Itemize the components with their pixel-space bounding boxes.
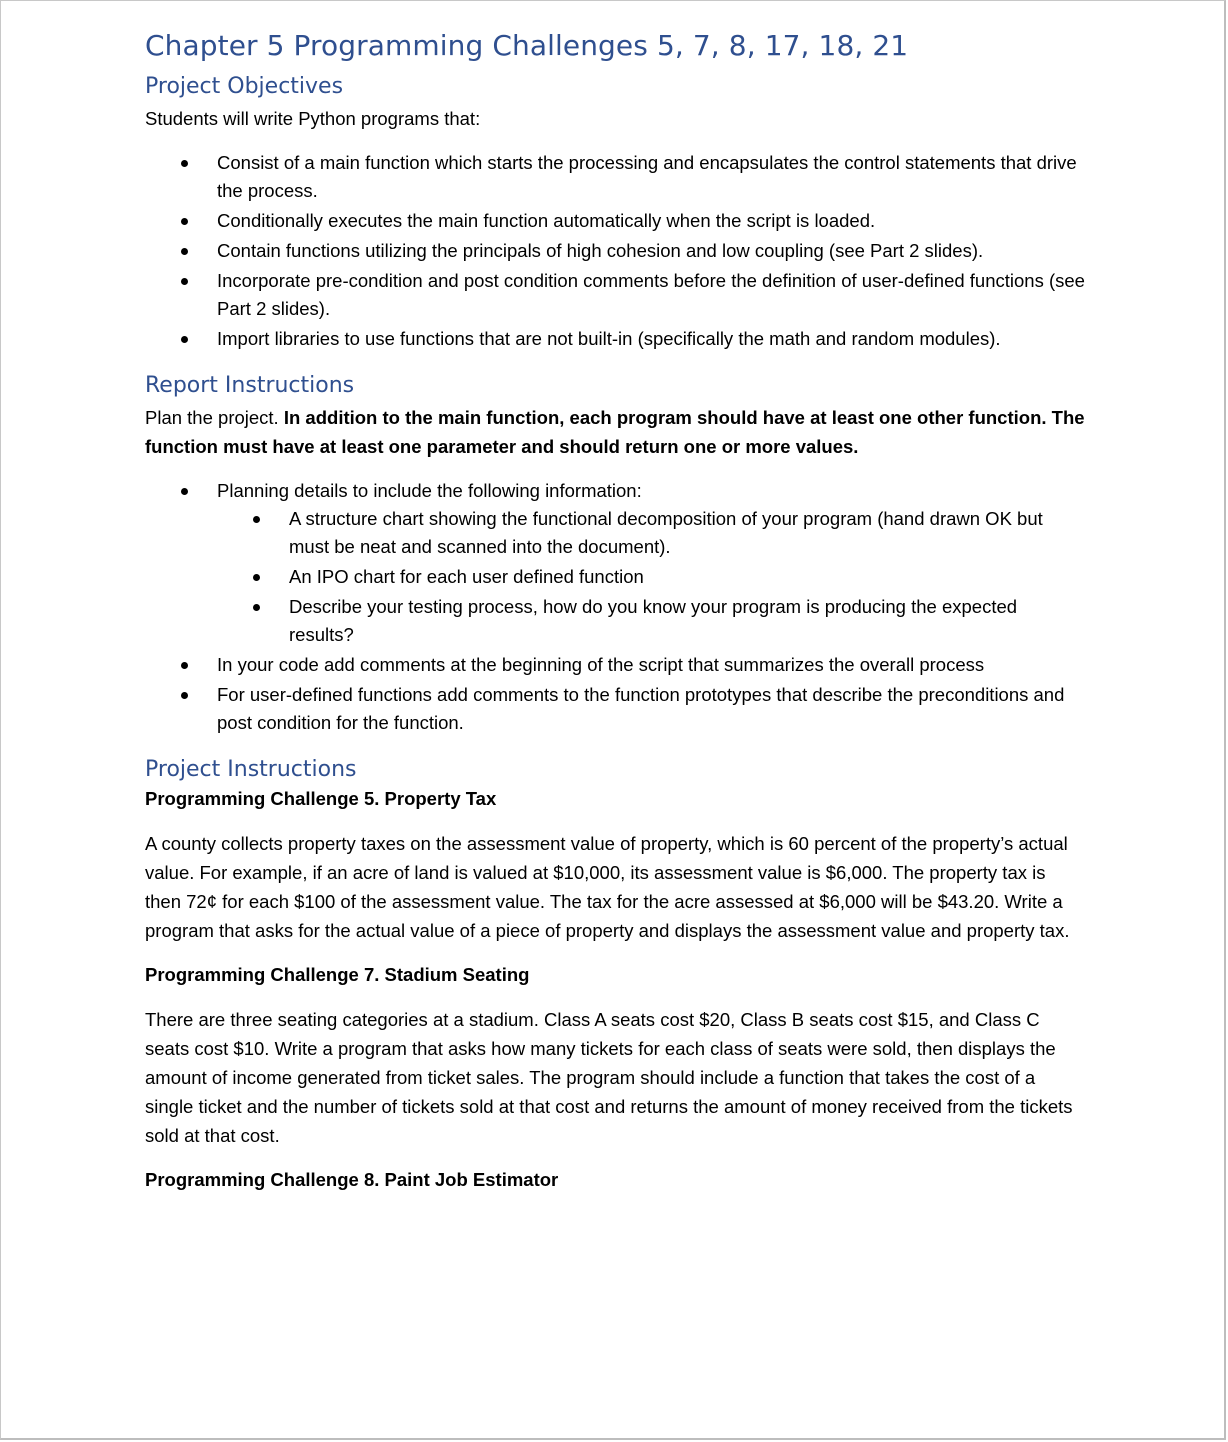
list-item: Planning details to include the following information: A structure chart showing the functional decomposition of your program (hand drawn OK but must be neat and scanned into the document). An IPO chart for each user defined function Describe your testing process, how do you know your program is producing the expected results?	[145, 477, 1085, 649]
report-heading: Report Instructions	[145, 373, 355, 398]
bullet-icon	[181, 488, 188, 495]
list-item: For user-defined functions add comments to the function prototypes that describe the preconditions and post condition for the function.	[145, 681, 1085, 737]
bullet-icon	[181, 692, 188, 699]
list-item: Import libraries to use functions that are not built-in (specifically the math and random modules).	[145, 325, 1085, 353]
report-intro: Plan the project. In addition to the main function, each program should have at least one other function. The function must have at least one parameter and should return one or more values.	[145, 407, 1085, 457]
bullet-icon	[181, 218, 188, 225]
bullet-icon	[181, 336, 188, 343]
document-body	[145, 26, 1085, 1194]
objectives-heading: Project Objectives	[145, 74, 344, 99]
bullet-icon	[253, 516, 260, 523]
list-item: Contain functions utilizing the principals of high cohesion and low coupling (see Part 2 slides).	[145, 237, 1085, 265]
list-item: An IPO chart for each user defined function	[145, 563, 1085, 591]
challenge-title: Programming Challenge 5. Property Tax	[145, 788, 497, 809]
document-title: Chapter 5 Programming Challenges 5, 7, 8, 17, 18, 21	[145, 29, 909, 62]
challenge-body: A county collects property taxes on the assessment value of property, which is 60 percent of the property’s actual value. For example, if an acre of land is valued at $10,000, its assessment value is $6,000. The property tax is then 72¢ for each $100 of the assessment value. The tax for the acre assessed at $6,000 will be $43.20. Write a program that asks for the actual value of a piece of property and displays the assessment value and property tax.	[145, 833, 1070, 941]
planning-sublist	[145, 505, 1085, 649]
bullet-icon	[253, 574, 260, 581]
bullet-icon	[253, 604, 260, 611]
objectives-list	[145, 149, 1085, 353]
challenge-body: There are three seating categories at a stadium. Class A seats cost $20, Class B seats cost $15, and Class C seats cost $10. Write a program that asks how many tickets for each class of seats were sold, then displays the amount of income generated from ticket sales. The program should include a function that takes the cost of a single ticket and the number of tickets sold at that cost and returns the amount of money received from the tickets sold at that cost.	[145, 1009, 1073, 1146]
list-item: In your code add comments at the beginning of the script that summarizes the overall process	[145, 651, 1085, 679]
bullet-icon	[181, 278, 188, 285]
bullet-icon	[181, 662, 188, 669]
list-item: A structure chart showing the functional decomposition of your program (hand drawn OK but must be neat and scanned into the document).	[145, 505, 1085, 561]
project-heading: Project Instructions	[145, 757, 357, 782]
list-item: Consist of a main function which starts the processing and encapsulates the control statements that drive the process.	[145, 149, 1085, 205]
report-list	[145, 477, 1085, 737]
challenge-title: Programming Challenge 8. Paint Job Estimator	[145, 1169, 559, 1190]
list-item: Incorporate pre-condition and post condition comments before the definition of user-defined functions (see Part 2 slides).	[145, 267, 1085, 323]
bullet-icon	[181, 160, 188, 167]
list-item: Describe your testing process, how do you know your program is producing the expected results?	[145, 593, 1085, 649]
challenge-title: Programming Challenge 7. Stadium Seating	[145, 964, 530, 985]
bullet-icon	[181, 248, 188, 255]
objectives-intro: Students will write Python programs that:	[145, 108, 481, 129]
list-item: Conditionally executes the main function automatically when the script is loaded.	[145, 207, 1085, 235]
